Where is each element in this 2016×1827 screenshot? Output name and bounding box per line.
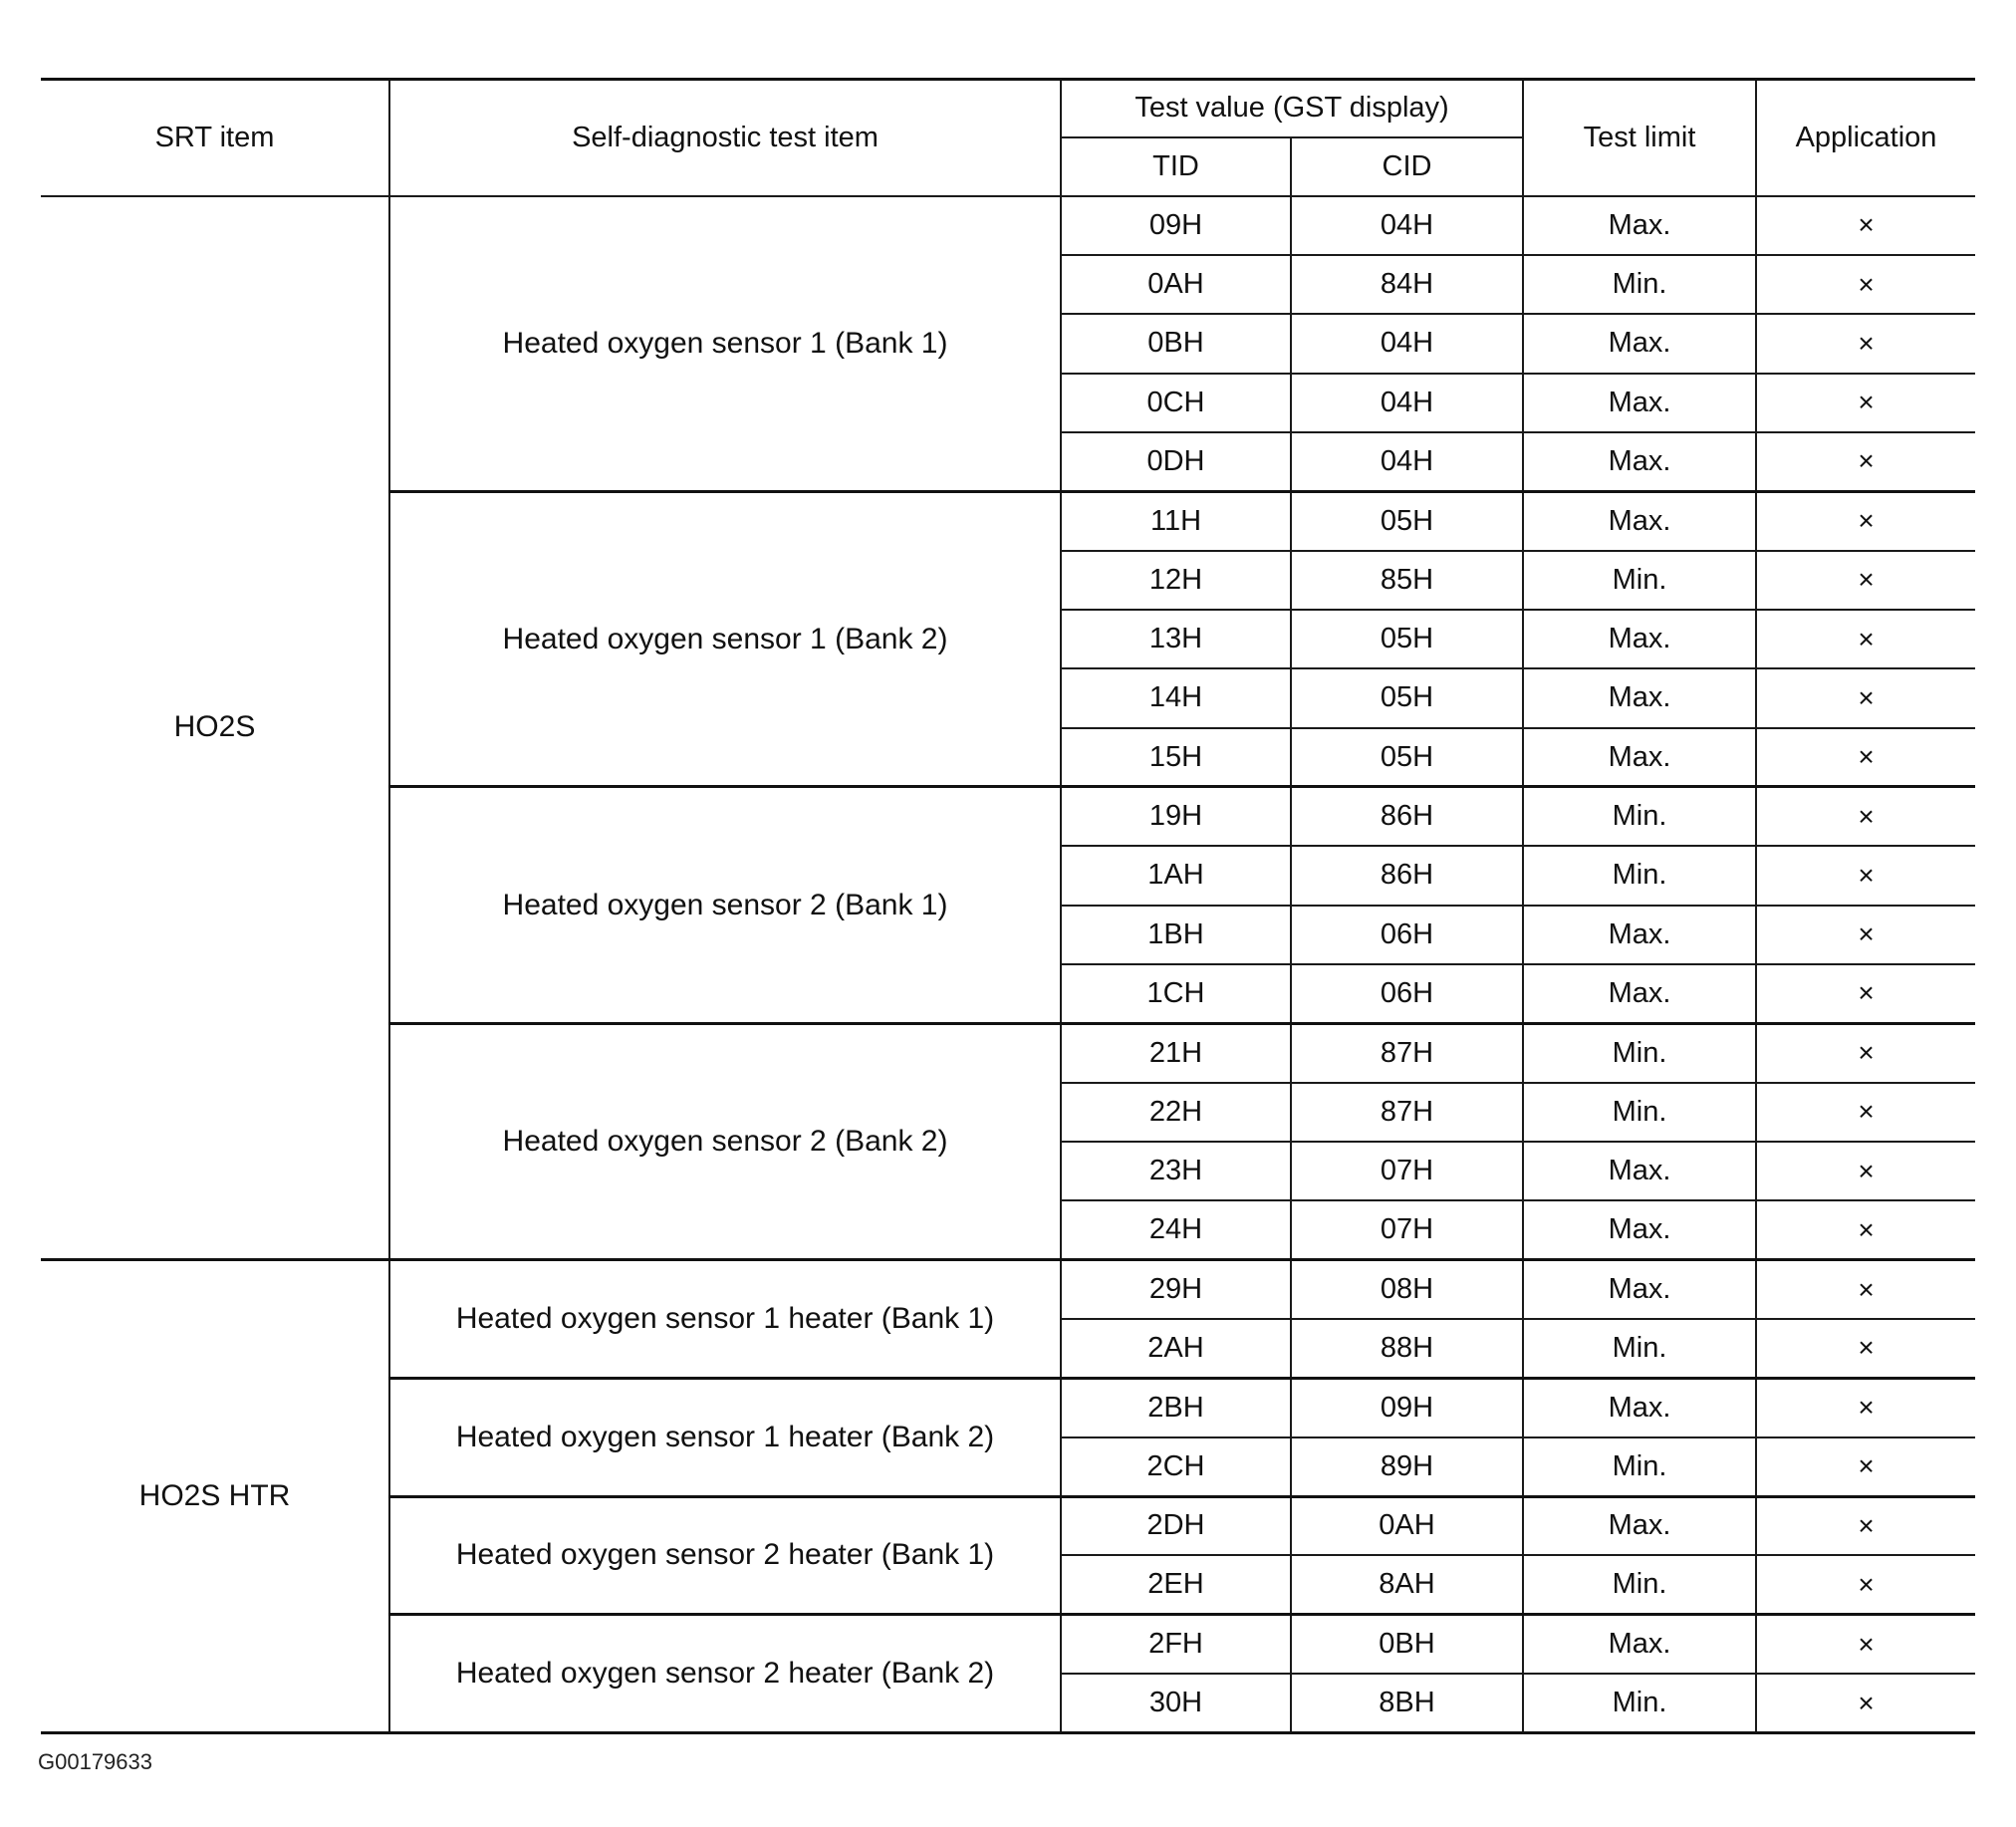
cid-cell: 86H — [1291, 846, 1523, 905]
application-cell: × — [1756, 728, 1975, 787]
tid-cell: 23H — [1061, 1142, 1291, 1200]
application-cell: × — [1756, 668, 1975, 727]
tid-cell: 09H — [1061, 196, 1291, 255]
test-limit-cell: Max. — [1523, 1142, 1756, 1200]
application-cell: × — [1756, 255, 1975, 314]
application-cell: × — [1756, 1023, 1975, 1082]
tid-cell: 11H — [1061, 491, 1291, 550]
tid-cell: 1AH — [1061, 846, 1291, 905]
cid-cell: 05H — [1291, 491, 1523, 550]
test-item-cell: Heated oxygen sensor 1 heater (Bank 2) — [389, 1378, 1061, 1496]
tid-cell: 0CH — [1061, 374, 1291, 432]
tid-cell: 19H — [1061, 787, 1291, 846]
application-cell: × — [1756, 1083, 1975, 1142]
tid-cell: 2DH — [1061, 1496, 1291, 1555]
tid-cell: 0AH — [1061, 255, 1291, 314]
cid-cell: 07H — [1291, 1142, 1523, 1200]
tid-cell: 30H — [1061, 1674, 1291, 1732]
cid-cell: 05H — [1291, 728, 1523, 787]
application-cell: × — [1756, 491, 1975, 550]
application-cell: × — [1756, 551, 1975, 610]
test-limit-cell: Max. — [1523, 610, 1756, 668]
header-application: Application — [1756, 80, 1975, 196]
test-limit-cell: Min. — [1523, 846, 1756, 905]
tid-cell: 2AH — [1061, 1319, 1291, 1378]
test-item-cell: Heated oxygen sensor 1 (Bank 1) — [389, 196, 1061, 492]
application-cell: × — [1756, 610, 1975, 668]
srt-test-value-table — [41, 78, 1975, 1734]
tid-cell: 15H — [1061, 728, 1291, 787]
test-limit-cell: Min. — [1523, 1023, 1756, 1082]
tid-cell: 0DH — [1061, 432, 1291, 491]
header-cid: CID — [1291, 137, 1523, 196]
test-limit-cell: Max. — [1523, 374, 1756, 432]
application-cell: × — [1756, 1142, 1975, 1200]
cid-cell: 86H — [1291, 787, 1523, 846]
cid-cell: 87H — [1291, 1083, 1523, 1142]
application-cell: × — [1756, 374, 1975, 432]
test-limit-cell: Max. — [1523, 964, 1756, 1023]
tid-cell: 2CH — [1061, 1437, 1291, 1496]
tid-cell: 1BH — [1061, 906, 1291, 964]
table-body — [41, 196, 1975, 1733]
srt-item-cell: HO2S — [41, 196, 389, 1260]
test-item-cell: Heated oxygen sensor 1 (Bank 2) — [389, 491, 1061, 787]
application-cell: × — [1756, 846, 1975, 905]
application-cell: × — [1756, 1319, 1975, 1378]
application-cell: × — [1756, 1200, 1975, 1259]
tid-cell: 21H — [1061, 1023, 1291, 1082]
cid-cell: 8BH — [1291, 1674, 1523, 1732]
test-limit-cell: Max. — [1523, 491, 1756, 550]
test-limit-cell: Max. — [1523, 668, 1756, 727]
tid-cell: 14H — [1061, 668, 1291, 727]
test-limit-cell: Min. — [1523, 1319, 1756, 1378]
test-item-cell: Heated oxygen sensor 2 heater (Bank 1) — [389, 1496, 1061, 1615]
tid-cell: 22H — [1061, 1083, 1291, 1142]
cid-cell: 05H — [1291, 610, 1523, 668]
tid-cell: 12H — [1061, 551, 1291, 610]
test-limit-cell: Max. — [1523, 1200, 1756, 1259]
application-cell: × — [1756, 1378, 1975, 1436]
cid-cell: 85H — [1291, 551, 1523, 610]
header-tid: TID — [1061, 137, 1291, 196]
tid-cell: 0BH — [1061, 314, 1291, 373]
cid-cell: 0BH — [1291, 1615, 1523, 1674]
test-limit-cell: Min. — [1523, 787, 1756, 846]
test-limit-cell: Min. — [1523, 1555, 1756, 1614]
application-cell: × — [1756, 1615, 1975, 1674]
cid-cell: 89H — [1291, 1437, 1523, 1496]
application-cell: × — [1756, 787, 1975, 846]
test-limit-cell: Max. — [1523, 196, 1756, 255]
cid-cell: 05H — [1291, 668, 1523, 727]
tid-cell: 24H — [1061, 1200, 1291, 1259]
test-limit-cell: Max. — [1523, 314, 1756, 373]
application-cell: × — [1756, 1260, 1975, 1319]
application-cell: × — [1756, 1496, 1975, 1555]
test-item-cell: Heated oxygen sensor 2 (Bank 2) — [389, 1023, 1061, 1259]
srt-item-cell: HO2S HTR — [41, 1260, 389, 1733]
test-limit-cell: Max. — [1523, 1496, 1756, 1555]
test-limit-cell: Max. — [1523, 728, 1756, 787]
application-cell: × — [1756, 1674, 1975, 1732]
application-cell: × — [1756, 314, 1975, 373]
tid-cell: 2BH — [1061, 1378, 1291, 1436]
tid-cell: 1CH — [1061, 964, 1291, 1023]
test-limit-cell: Max. — [1523, 432, 1756, 491]
test-limit-cell: Min. — [1523, 1083, 1756, 1142]
table-row — [41, 1260, 1975, 1319]
application-cell: × — [1756, 1437, 1975, 1496]
cid-cell: 04H — [1291, 374, 1523, 432]
cid-cell: 04H — [1291, 314, 1523, 373]
test-limit-cell: Max. — [1523, 1260, 1756, 1319]
tid-cell: 2EH — [1061, 1555, 1291, 1614]
cid-cell: 09H — [1291, 1378, 1523, 1436]
test-limit-cell: Max. — [1523, 1615, 1756, 1674]
table-row — [41, 196, 1975, 255]
header-srt-item: SRT item — [41, 80, 389, 196]
cid-cell: 88H — [1291, 1319, 1523, 1378]
cid-cell: 0AH — [1291, 1496, 1523, 1555]
application-cell: × — [1756, 1555, 1975, 1614]
test-limit-cell: Max. — [1523, 1378, 1756, 1436]
application-cell: × — [1756, 906, 1975, 964]
cid-cell: 06H — [1291, 964, 1523, 1023]
test-item-cell: Heated oxygen sensor 2 (Bank 1) — [389, 787, 1061, 1023]
test-limit-cell: Min. — [1523, 1674, 1756, 1732]
application-cell: × — [1756, 196, 1975, 255]
test-item-cell: Heated oxygen sensor 2 heater (Bank 2) — [389, 1615, 1061, 1733]
tid-cell: 2FH — [1061, 1615, 1291, 1674]
cid-cell: 8AH — [1291, 1555, 1523, 1614]
cid-cell: 04H — [1291, 196, 1523, 255]
application-cell: × — [1756, 432, 1975, 491]
cid-cell: 06H — [1291, 906, 1523, 964]
cid-cell: 04H — [1291, 432, 1523, 491]
application-cell: × — [1756, 964, 1975, 1023]
cid-cell: 08H — [1291, 1260, 1523, 1319]
tid-cell: 13H — [1061, 610, 1291, 668]
table-header — [41, 80, 1975, 196]
test-limit-cell: Max. — [1523, 906, 1756, 964]
tid-cell: 29H — [1061, 1260, 1291, 1319]
cid-cell: 87H — [1291, 1023, 1523, 1082]
cid-cell: 84H — [1291, 255, 1523, 314]
test-limit-cell: Min. — [1523, 1437, 1756, 1496]
header-test-limit: Test limit — [1523, 80, 1756, 196]
header-test-value: Test value (GST display) — [1061, 80, 1523, 137]
test-limit-cell: Min. — [1523, 551, 1756, 610]
cid-cell: 07H — [1291, 1200, 1523, 1259]
header-self-diagnostic-test-item: Self-diagnostic test item — [389, 80, 1061, 196]
test-limit-cell: Min. — [1523, 255, 1756, 314]
test-item-cell: Heated oxygen sensor 1 heater (Bank 1) — [389, 1260, 1061, 1379]
figure-id: G00179633 — [38, 1749, 152, 1774]
